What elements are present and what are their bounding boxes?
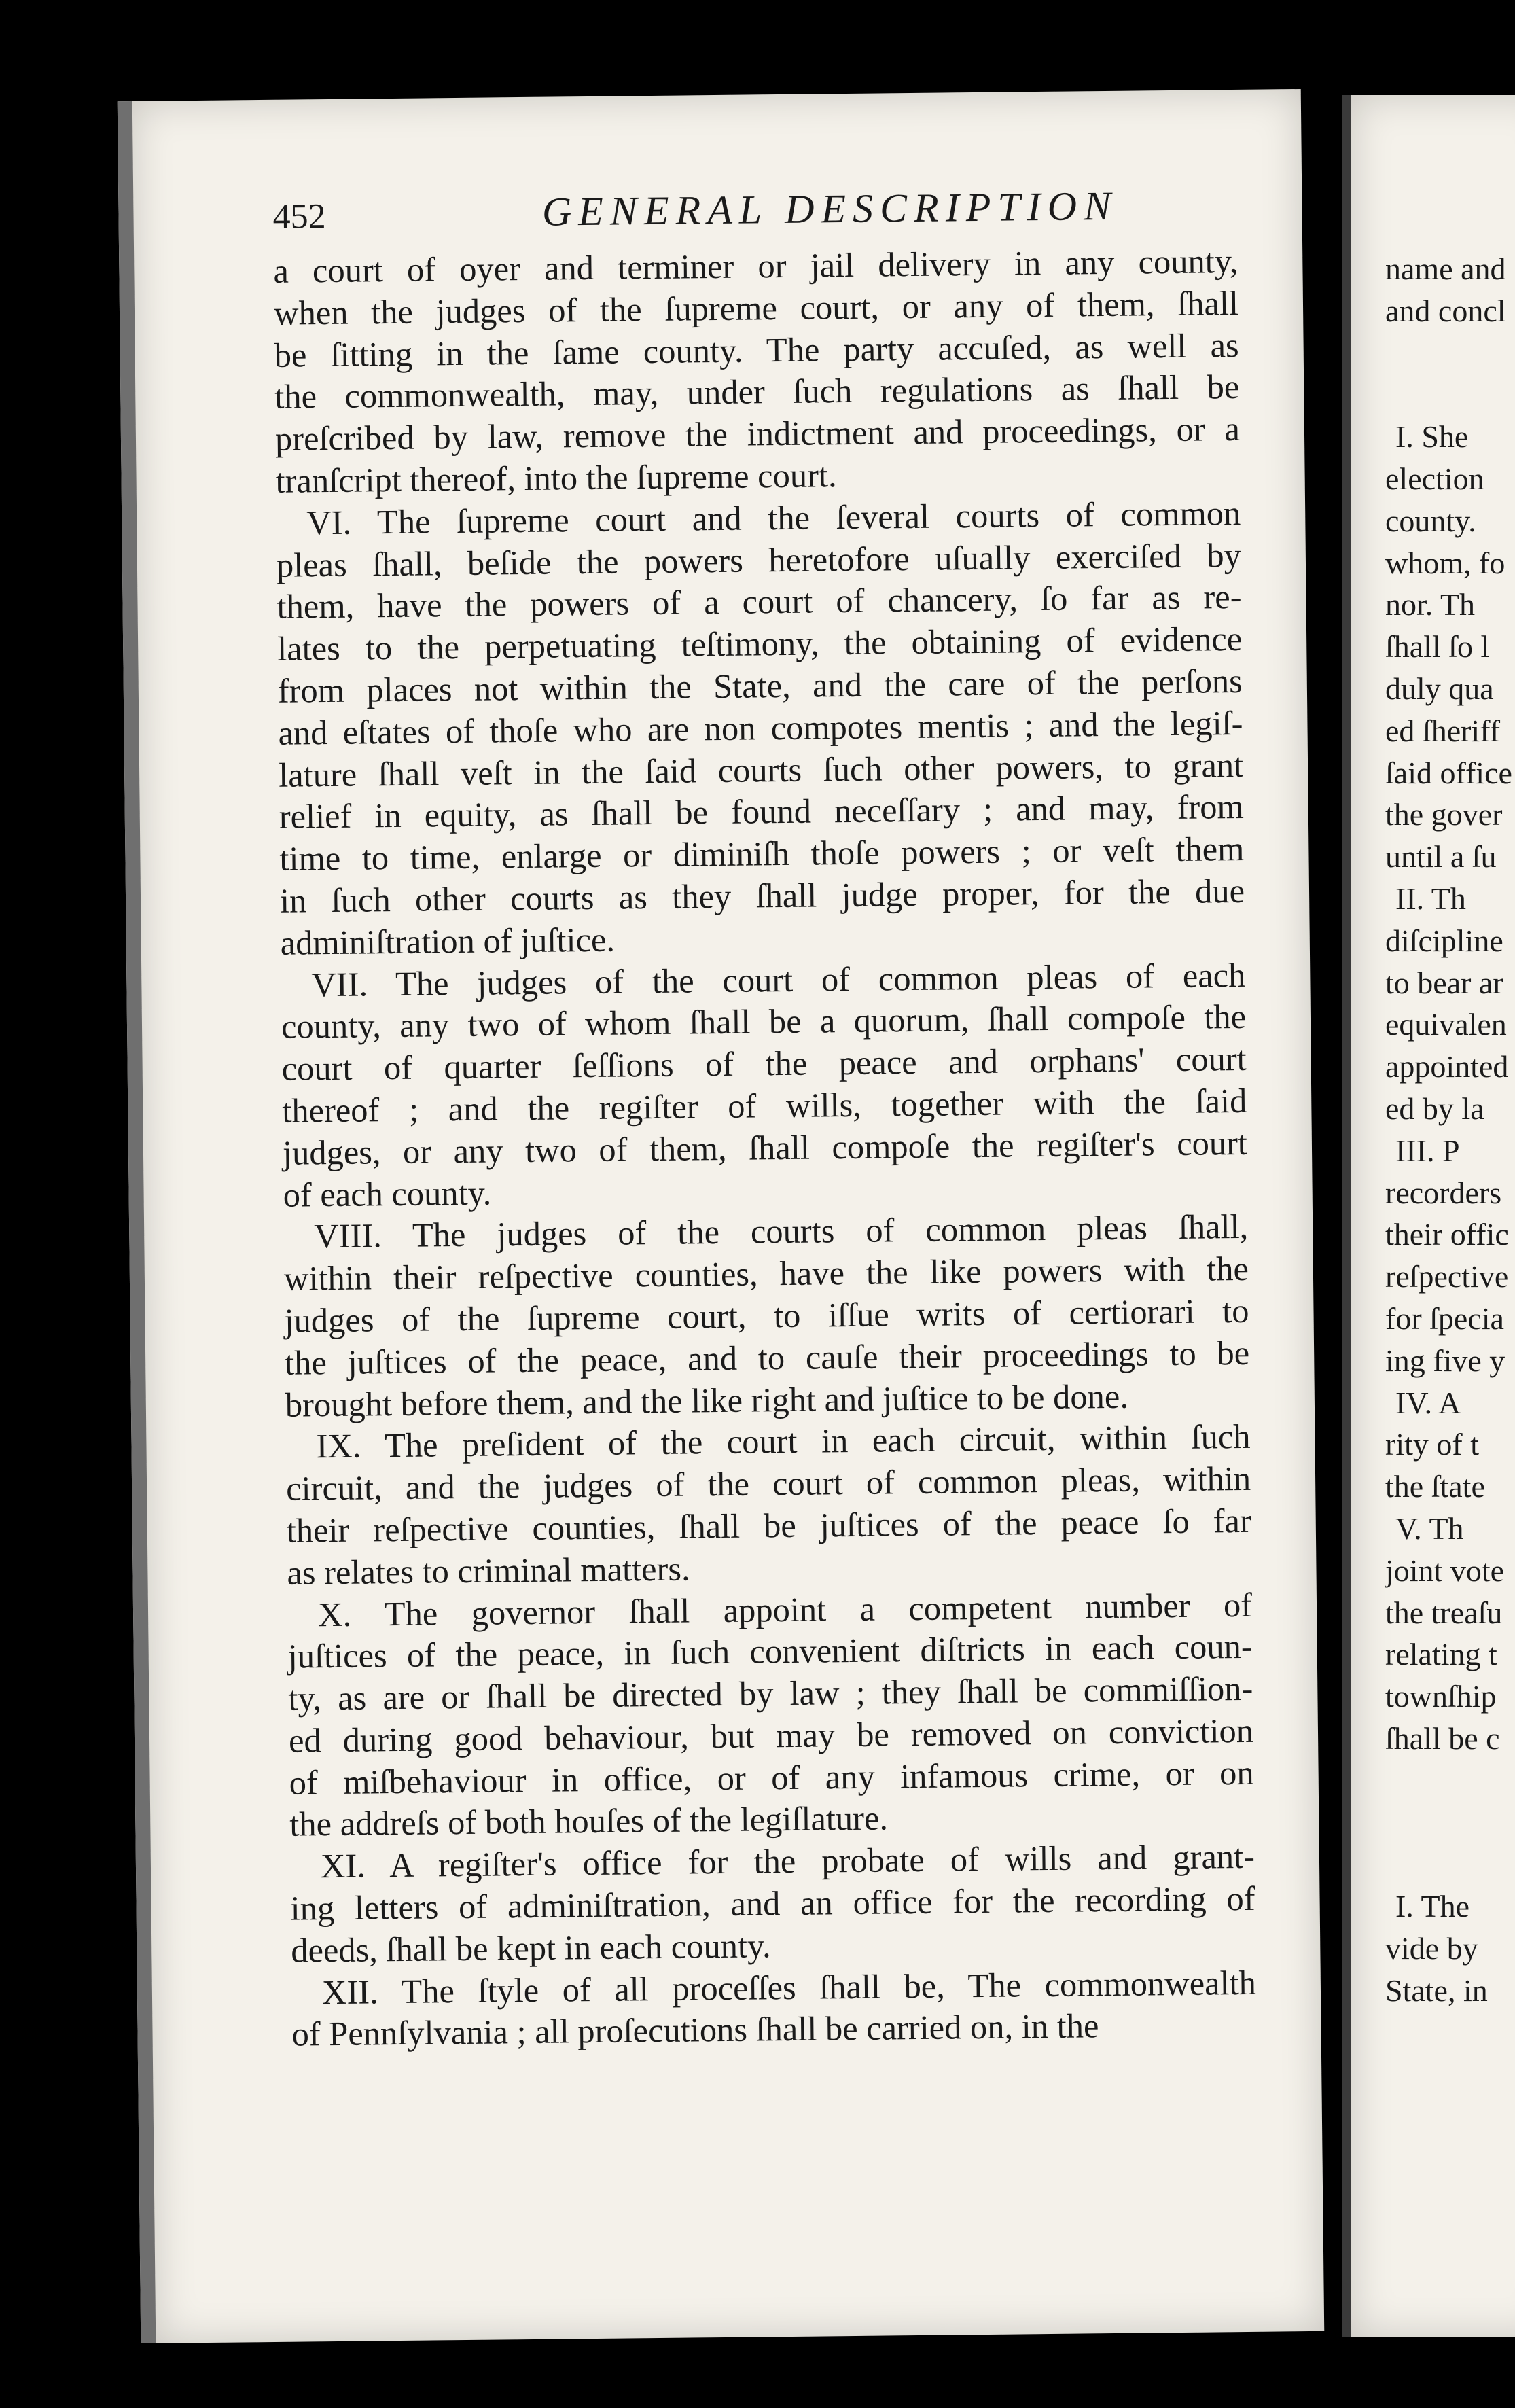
text-line: election — [1385, 461, 1484, 496]
text-line: the gover — [1385, 797, 1503, 832]
text-line: XI. A regiſter's office for the probate of wills and grant- — [320, 1837, 1255, 1885]
text-line: until a ſu — [1385, 839, 1497, 874]
text-line: within their reſpective counties, have the like powers with the — [283, 1249, 1249, 1298]
text-line: the treaſu — [1385, 1595, 1503, 1630]
text-line: the juſtices of the peace, and to cauſe their proceedings to be — [284, 1333, 1250, 1382]
line-gap — [1385, 374, 1515, 416]
text-line: IV. A — [1395, 1385, 1461, 1420]
text-line: a court of oyer and terminer or jail delivery in any county, — [273, 241, 1238, 290]
right-book-page-partial — [1342, 95, 1515, 2337]
text-line: county, any two of whom ſhall be a quorum, ſhall compoſe the — [281, 997, 1247, 1046]
page-number: 452 — [272, 197, 326, 236]
text-line: XII. The ſtyle of all proceſſes ſhall be, The commonwealth — [321, 1963, 1257, 2011]
text-line: V. Th — [1395, 1510, 1464, 1546]
running-head — [272, 181, 1238, 238]
text-line: circuit, and the judges of the court of common pleas, within — [285, 1459, 1251, 1508]
text-line: duly qua — [1385, 671, 1494, 706]
text-line: townſhip — [1385, 1679, 1497, 1714]
text-line: pleas ſhall, beſide the powers heretofore uſually exerciſed by — [276, 535, 1242, 584]
text-line: brought before them, and the like right and juſtice to be done. — [285, 1377, 1129, 1424]
text-line: their reſpective counties, ſhall be juſtices of the peace ſo far — [286, 1501, 1252, 1550]
text-line: VII. The judges of the court of common pleas of each — [311, 955, 1246, 1004]
text-line: ſaid office — [1385, 755, 1512, 790]
text-line: thereof ; and the regiſter of wills, together with the ſaid — [282, 1081, 1247, 1130]
text-line: their offic — [1385, 1217, 1509, 1252]
text-line: ſhall ſo l — [1385, 629, 1490, 665]
text-line: deeds, ſhall be kept in each county. — [290, 1926, 771, 1970]
text-line: VIII. The judges of the courts of common pleas ſhall, — [313, 1207, 1249, 1256]
text-line: court of quarter ſeſſions of the peace and orphans' court — [281, 1040, 1247, 1088]
text-line: II. Th — [1395, 881, 1466, 916]
text-line: joint vote — [1385, 1553, 1505, 1588]
text-line: ed ſheriff — [1385, 713, 1501, 748]
text-line: ed by la — [1385, 1091, 1484, 1126]
text-line: relating t — [1385, 1637, 1497, 1672]
text-line: relief in equity, as ſhall be found neceſſary ; and may, from — [279, 787, 1245, 836]
line-gap — [1385, 1801, 1515, 1843]
text-line: I. She — [1395, 419, 1469, 455]
text-line: I. The — [1395, 1889, 1470, 1924]
text-line: in ſuch other courts as they ſhall judge proper, for the due — [279, 871, 1245, 920]
text-line: State, in — [1385, 1972, 1488, 2008]
text-line: lates to the perpetuating teſtimony, the obtaining of evidence — [277, 620, 1243, 668]
text-line: the commonwealth, may, under ſuch regulations as ſhall be — [274, 368, 1240, 417]
text-line: reſpective — [1385, 1259, 1509, 1294]
text-line: name and — [1385, 251, 1506, 286]
text-line: preſcribed by law, remove the indictment and proceedings, or a — [274, 410, 1241, 458]
text-line: county. — [1385, 503, 1476, 538]
text-line: lature ſhall veſt in the ſaid courts ſuch other powers, to grant — [278, 745, 1244, 794]
line-gap — [1385, 1760, 1515, 1802]
text-line: adminiſtration of juſtice. — [280, 920, 616, 962]
text-line: nor. Th — [1385, 587, 1476, 622]
text-line: X. The governor ſhall appoint a competent number of — [317, 1585, 1253, 1633]
text-line: the addreſs of both houſes of the legiſlature. — [289, 1799, 889, 1844]
body-text — [273, 241, 1257, 2056]
text-line: judges of the ſupreme court, to iſſue writs of certiorari to — [284, 1291, 1249, 1340]
text-line: of each county. — [283, 1173, 492, 1214]
left-book-page — [118, 89, 1324, 2343]
text-line: ing letters of adminiſtration, and an office for the recording of — [290, 1879, 1255, 1928]
text-line: ed during good behaviour, but may be removed on conviction — [288, 1711, 1254, 1760]
text-line: of Pennſylvania ; all proſecutions ſhall be carried on, in the — [291, 2006, 1099, 2054]
text-line: whom, fo — [1385, 545, 1505, 580]
text-line: for ſpecia — [1385, 1300, 1504, 1336]
line-gap — [1385, 332, 1515, 374]
text-line: of miſbehaviour in office, or of any infamous crime, or on — [289, 1753, 1254, 1802]
text-line: vide by — [1385, 1930, 1478, 1966]
text-line: tranſcript thereof, into the ſupreme court. — [275, 456, 837, 500]
text-line: rity of t — [1385, 1427, 1479, 1462]
text-line: from places not within the State, and the care of the perſons — [277, 661, 1243, 710]
text-line: be ſitting in the ſame county. The party accuſed, as well as — [274, 325, 1239, 374]
text-line: and eſtates of thoſe who are non compotes mentis ; and the legiſ- — [278, 703, 1243, 752]
text-line: juſtices of the peace, in ſuch convenient diſtricts in each coun- — [287, 1627, 1253, 1676]
text-line: VI. The ſupreme court and the ſeveral courts of common — [306, 493, 1241, 542]
text-line: diſcipline — [1385, 923, 1503, 958]
line-gap — [1385, 1843, 1515, 1885]
text-line: to bear ar — [1385, 965, 1503, 1000]
text-line: time to time, enlarge or diminiſh thoſe powers ; or veſt them — [279, 830, 1245, 878]
text-line: as relates to criminal matters. — [287, 1549, 690, 1592]
text-line: equivalen — [1385, 1007, 1507, 1042]
text-line: ſhall be c — [1385, 1720, 1500, 1756]
text-line: when the judges of the ſupreme court, or any of them, ſhall — [273, 283, 1239, 332]
running-head-title: GENERAL DESCRIPTION — [541, 183, 1118, 234]
text-line: ing five y — [1385, 1343, 1505, 1378]
text-line: ty, as are or ſhall be directed by law ; they ſhall be commiſſion- — [288, 1669, 1253, 1718]
text-line: recorders — [1385, 1175, 1502, 1210]
text-line: judges, or any two of them, ſhall compoſe the regiſter's court — [282, 1123, 1248, 1172]
text-line: appointed — [1385, 1049, 1509, 1084]
text-line: them, have the powers of a court of chancery, ſo far as re- — [277, 578, 1242, 626]
right-page-text — [1385, 248, 1515, 2011]
text-line: IX. The preſident of the court in each circuit, within ſuch — [316, 1417, 1251, 1466]
text-line: III. P — [1395, 1133, 1460, 1168]
text-line: and concl — [1385, 293, 1506, 328]
text-line: the ſtate — [1385, 1469, 1485, 1504]
